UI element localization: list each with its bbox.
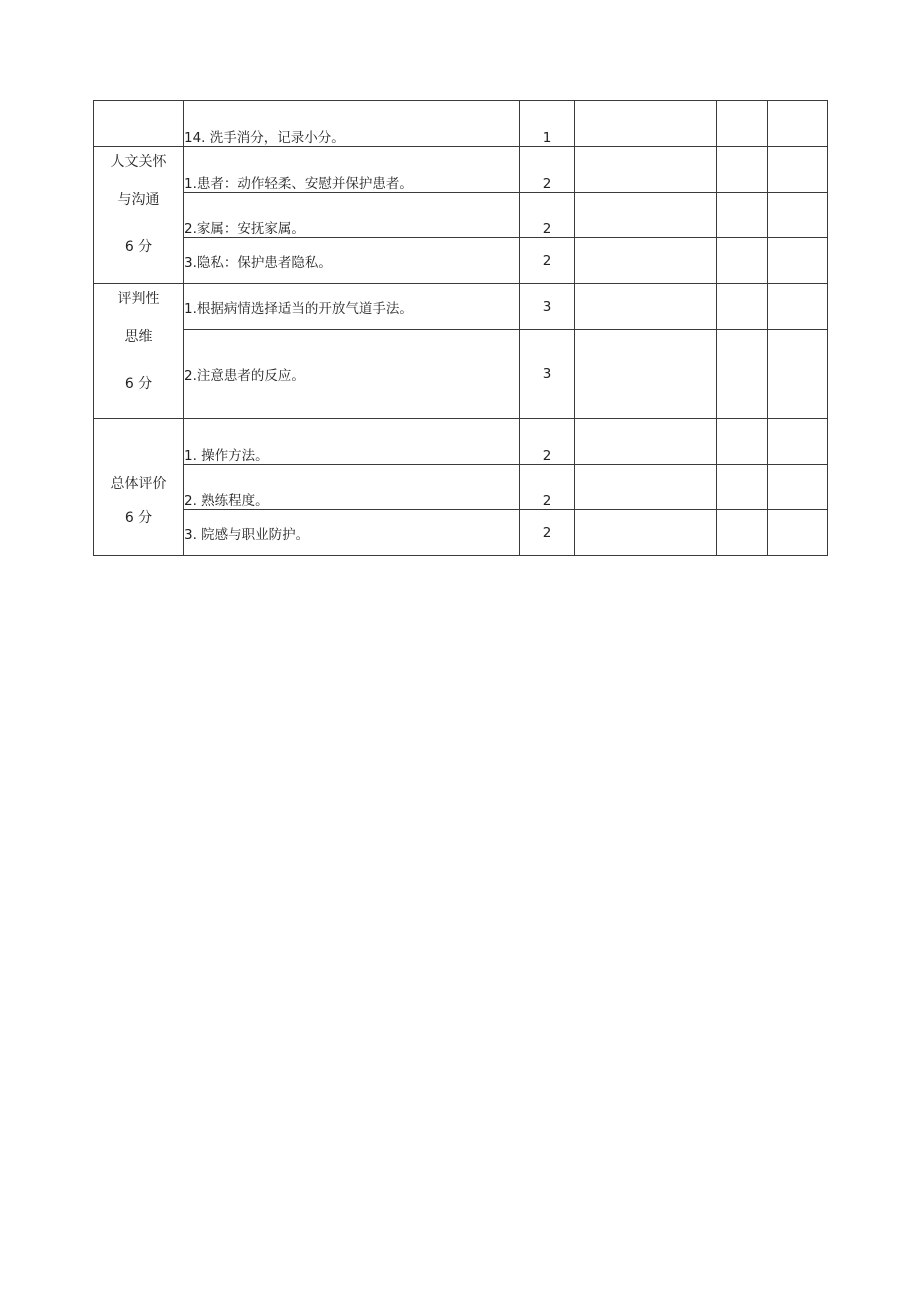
table-row [94, 330, 828, 419]
blank-cell [575, 101, 717, 147]
item-score: 3 [520, 330, 575, 419]
category-critical-thinking [94, 284, 184, 419]
blank-cell [768, 147, 828, 193]
item-score: 2 [520, 147, 575, 193]
item-score: 2 [520, 510, 575, 556]
blank-cell [575, 238, 717, 284]
blank-cell [575, 419, 717, 465]
blank-cell [768, 510, 828, 556]
table-row [94, 510, 828, 556]
table-row [94, 147, 828, 193]
blank-cell [717, 510, 768, 556]
blank-cell [717, 101, 768, 147]
blank-cell [768, 193, 828, 238]
category-label: 总体评价 [110, 476, 167, 492]
score-table [93, 100, 828, 556]
item-text: 3. 院感与职业防护。 [184, 510, 520, 556]
item-score: 2 [520, 238, 575, 284]
item-text: 2.家属：安抚家属。 [184, 193, 520, 238]
blank-cell [717, 147, 768, 193]
category-label: 与沟通 [117, 192, 160, 208]
blank-cell [768, 465, 828, 510]
blank-cell [575, 193, 717, 238]
blank-cell [768, 238, 828, 284]
blank-cell [768, 284, 828, 330]
blank-cell [717, 193, 768, 238]
item-score: 1 [520, 101, 575, 147]
item-score: 3 [520, 284, 575, 330]
blank-cell [575, 284, 717, 330]
item-text: 2.注意患者的反应。 [184, 330, 520, 419]
blank-cell [575, 147, 717, 193]
category-overall-evaluation [94, 419, 184, 556]
category-points: 6 分 [124, 239, 153, 255]
blank-cell [768, 101, 828, 147]
item-text: 1.根据病情选择适当的开放气道手法。 [184, 284, 520, 330]
blank-cell [717, 238, 768, 284]
table-row [94, 101, 828, 147]
table-row [94, 284, 828, 330]
blank-cell [575, 510, 717, 556]
item-score: 2 [520, 193, 575, 238]
category-cell-empty [94, 101, 184, 147]
blank-cell [717, 419, 768, 465]
item-text: 14. 洗手消分，记录小分。 [184, 101, 520, 147]
blank-cell [717, 284, 768, 330]
category-label: 思维 [124, 329, 153, 345]
blank-cell [717, 465, 768, 510]
table-row [94, 465, 828, 510]
blank-cell [575, 330, 717, 419]
blank-cell [575, 465, 717, 510]
category-humanistic-care [94, 147, 184, 284]
category-label: 人文关怀 [110, 154, 167, 170]
blank-cell [768, 330, 828, 419]
blank-cell [768, 419, 828, 465]
table-row [94, 193, 828, 238]
category-label: 评判性 [117, 291, 160, 307]
item-score: 2 [520, 465, 575, 510]
table-row [94, 238, 828, 284]
category-points: 6 分 [124, 510, 153, 526]
item-score: 2 [520, 419, 575, 465]
item-text: 3.隐私：保护患者隐私。 [184, 238, 520, 284]
item-text: 1.患者：动作轻柔、安慰并保护患者。 [184, 147, 520, 193]
blank-cell [717, 330, 768, 419]
item-text: 2. 熟练程度。 [184, 465, 520, 510]
item-text: 1. 操作方法。 [184, 419, 520, 465]
table-row [94, 419, 828, 465]
category-points: 6 分 [124, 376, 153, 392]
